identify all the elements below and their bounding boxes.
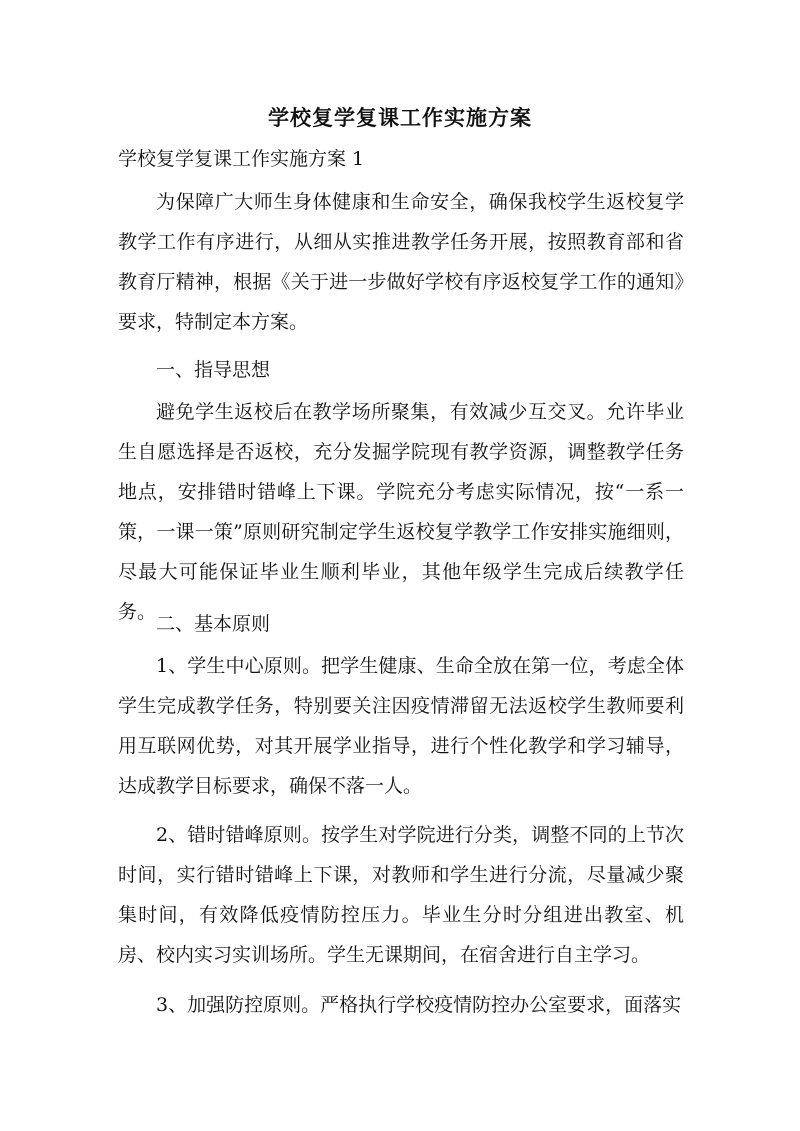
section-heading-basic-principles: 二、基本原则 — [156, 613, 271, 635]
intro-paragraph: 为保障广大师生身体健康和生命安全，确保我校学生返校复学教学工作有序进行，从细从实推进教学任务开展，按照教育部和省教育厅精神，根据《关于进一步做好学校有序返校复学工作的通知》要求，特制定本方案。 — [118, 191, 684, 333]
section-heading-guiding-ideology: 一、指导思想 — [156, 359, 271, 381]
document-title: 学校复学复课工作实施方案 — [268, 105, 532, 130]
principle-strengthen-prevention: 3、加强防控原则。严格执行学校疫情防控办公室要求，面落实 — [156, 994, 682, 1016]
principle-student-centered: 1、学生中心原则。把学生健康、生命全放在第一位，考虑全体学生完成教学任务，特别要关注因疫情滞留无法返校学生教师要利用互联网优势，对其开展学业指导，进行个性化教学和学习辅导，达成教学目标要求，确保不落一人。 — [118, 655, 684, 797]
guiding-ideology-paragraph: 避免学生返校后在教学场所聚集，有效减少互交叉。允许毕业生自愿选择是否返校，充分发掘学院现有教学资源，调整教学任务地点，安排错时错峰上下课。学院充分考虑实际情况，按“一系一策，一课一策”原则研究制定学生返校复学教学工作安排实施细则，尽最大可能保证毕业生顺利毕业，其他年级学生完成后续教学任务。 — [118, 401, 684, 623]
document-subtitle: 学校复学复课工作实施方案 1 — [118, 148, 365, 170]
principle-staggered-schedule: 2、错时错峰原则。按学生对学院进行分类，调整不同的上节次时间，实行错时错峰上下课，对教师和学生进行分流，尽量减少聚集时间，有效降低疫情防控压力。毕业生分时分组进出教室、机房、校内实习实训场所。学生无课期间，在宿舍进行自主学习。 — [118, 824, 684, 966]
